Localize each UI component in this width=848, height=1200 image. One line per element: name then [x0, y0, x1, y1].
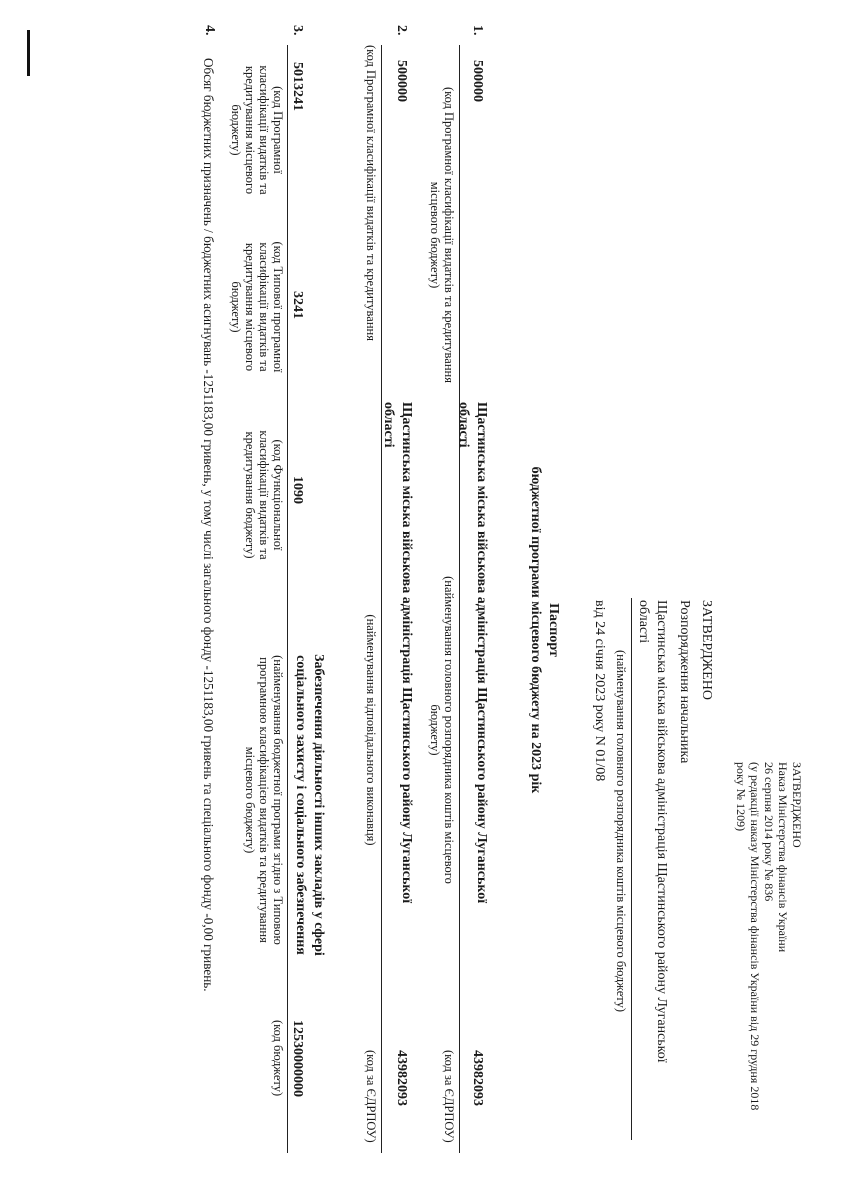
row3-name-line2: соціального захисту і соціального забезпечення [293, 655, 308, 955]
approval-org-line2: області [636, 600, 651, 644]
row3-typical-caption-4: бюджету) [229, 281, 243, 333]
row3-functional-caption-1: (код Функціональної [271, 439, 285, 551]
row1-underline [459, 45, 460, 1153]
row1-name-caption-1: (найменування головного розпорядника коштів місцевого [442, 576, 456, 884]
row3-functional-code: 1090 [290, 476, 305, 504]
row3-name-caption-3: місцевого бюджету) [243, 746, 257, 854]
approval-order: Розпорядження начальника [677, 600, 692, 764]
approval-note-edition: (у редакції наказу Міністерства фінансів України від 29 грудня 2018 [748, 762, 762, 1111]
doc-title: Паспорт [546, 603, 561, 657]
row4-text: Обсяг бюджетних призначень / бюджетних асигнувань -1251183,00 гривень, у тому числі загального фонду -1251183,00 гривень та спеціального фонду -0,00 гривень. [201, 58, 216, 992]
row3-prog-caption-1: (код Програмної [271, 86, 285, 174]
row1-name-line1: Щастинська міська військова адміністрація Щастинського району Луганської [474, 402, 489, 904]
row4-number: 4. [202, 25, 217, 36]
row3-functional-caption-2: класифікації видатків та [257, 430, 271, 560]
row1-edrpou: 43982093 [470, 1050, 485, 1106]
row3-number: 3. [290, 25, 305, 36]
row2-edrpou-caption: (код за ЄДРПОУ) [364, 1050, 378, 1143]
row3-name-caption-2: програмною класифікацією видатків та кредитування [257, 657, 271, 943]
row3-functional-caption-3: кредитування бюджету) [243, 431, 257, 559]
row3-typical-caption-3: кредитування місцевого [243, 242, 257, 372]
row1-edrpou-caption: (код за ЄДРПОУ) [442, 1050, 456, 1143]
row3-underline [287, 45, 288, 1153]
approval-note-ministry: Наказ Міністерства фінансів України [776, 762, 790, 953]
row3-program-code: 5013241 [290, 62, 305, 111]
row1-number: 1. [470, 25, 485, 36]
approval-note-date: 26 серпня 2014 року № 836 [762, 762, 776, 902]
row1-name-caption-2: бюджету) [428, 704, 442, 756]
row1-code-caption-1: (код Програмної класифікації видатків та кредитування [442, 87, 456, 383]
row1-code: 500000 [470, 60, 485, 102]
scan-margin-mark [27, 30, 30, 76]
row2-code: 500000 [394, 60, 409, 102]
doc-subtitle: бюджетної програми місцевого бюджету на 2023 рік [528, 466, 543, 794]
row3-prog-caption-4: бюджету) [229, 104, 243, 156]
row3-budget-code: 12530000000 [290, 1020, 305, 1097]
approval-title: ЗАТВЕРДЖЕНО [699, 600, 714, 700]
approval-org-caption: (найменування головного розпорядника коштів місцевого бюджету) [614, 650, 628, 1012]
approval-org-line1: Щастинська міська військова адміністрація Щастинського району Луганської [654, 600, 669, 1063]
row3-typical-caption-2: класифікації видатків та [257, 242, 271, 372]
row2-code-caption: (код Програмної класифікації видатків та кредитування [364, 45, 378, 341]
row2-name-line1: Щастинська міська військова адміністрація Щастинського району Луганської [399, 402, 414, 904]
row3-typical-code: 3241 [290, 291, 305, 319]
row2-underline [381, 45, 382, 1153]
row3-name-line1: Забезпечення діяльності інших закладів у сфері [311, 654, 326, 956]
row3-prog-caption-2: класифікації видатків та [257, 65, 271, 195]
row2-name-caption: (найменування відповідального виконавця) [364, 614, 378, 846]
row3-prog-caption-3: кредитування місцевого [243, 65, 257, 195]
row2-name-line2: області [381, 402, 396, 448]
row3-name-caption-1: (найменування бюджетної програми згідно з Типовою [271, 655, 285, 945]
approval-org-underline [631, 598, 632, 1140]
row1-name-line2: області [456, 402, 471, 448]
approval-note-title: ЗАТВЕРДЖЕНО [790, 762, 804, 848]
row3-typical-caption-1: (код Типової програмної [271, 241, 285, 373]
approval-note-edition-2: року № 1209) [734, 762, 748, 832]
approval-date: від 24 січня 2023 року N 01/08 [592, 600, 607, 782]
row2-edrpou: 43982093 [394, 1050, 409, 1106]
row1-code-caption-2: місцевого бюджету) [428, 181, 442, 289]
row3-budget-caption: (код бюджету) [271, 1020, 285, 1097]
row2-number: 2. [394, 25, 409, 36]
